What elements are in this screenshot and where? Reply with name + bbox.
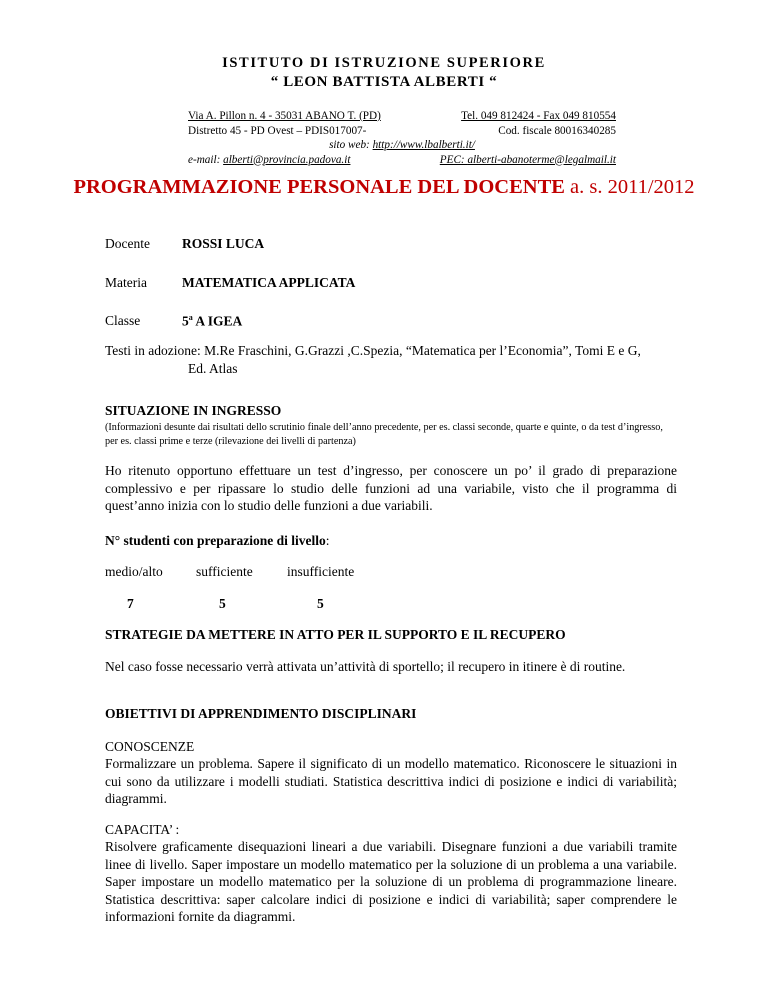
situazione-note: (Informazioni desunte dai risultati dello scrutinio finale dell’anno precedente, per es. classi seconde, quarte e quinte, o da test d’ingresso, per es. classi prime e terze (rilevazione dei livelli di partenza) bbox=[105, 422, 663, 447]
strategie-heading: STRATEGIE DA METTERE IN ATTO PER IL SUPPORTO E IL RECUPERO bbox=[105, 627, 566, 642]
website-row bbox=[188, 138, 616, 153]
institute-name: “ LEON BATTISTA ALBERTI “ bbox=[270, 74, 498, 90]
fiscal-code: Cod. fiscale 80016340285 bbox=[498, 124, 616, 137]
title-main: PROGRAMMAZIONE PERSONALE DEL DOCENTE bbox=[73, 176, 565, 198]
district: Distretto 45 - PD Ovest – PDIS017007- bbox=[188, 124, 367, 137]
livelli-heading-text: N° studenti con preparazione di livello bbox=[105, 533, 326, 548]
address: Via A. Pillon n. 4 - 35031 ABANO T. (PD) bbox=[188, 110, 381, 122]
website-link[interactable]: http://www.lbalberti.it/ bbox=[372, 139, 475, 151]
textbooks-line1: Testi in adozione: M.Re Fraschini, G.Grazzi ,C.Spezia, “Matematica per l’Economia”, Tomi E e G, bbox=[105, 343, 641, 358]
strategie-text: Nel caso fosse necessario verrà attivata un’attività di sportello; il recupero in itinere è di routine. bbox=[105, 659, 626, 674]
livelli-heading-colon: : bbox=[325, 533, 330, 548]
capacita-text: Risolvere graficamente disequazioni lineari a due variabili. Disegnare funzioni a due variabili tramite linee di livello. Saper impostare un modello matematico per la soluzione di un problema a una variabile. Saper impostare un modello matematico per la soluzione di un problema di programmazione lineare. Statistica descrittiva: saper calcolare indici di posizione e indici di variabilità; saper comprendere le informazioni fornite da diagrammi. bbox=[105, 839, 677, 924]
materia-value: MATEMATICA APPLICATA bbox=[182, 275, 356, 290]
conoscenze-text: Formalizzare un problema. Sapere il significato di un modello matematico. Riconoscere le situazioni in cui sono da utilizzare i modelli studiati. Statistica descrittiva indici di posizione e indici di variabilità; diagrammi. bbox=[105, 756, 677, 806]
situazione-heading: SITUAZIONE IN INGRESSO bbox=[105, 403, 282, 418]
institute-type: ISTITUTO DI ISTRUZIONE SUPERIORE bbox=[222, 55, 546, 71]
website-line bbox=[188, 138, 616, 153]
email-link[interactable]: alberti@provincia.padova.it bbox=[223, 153, 351, 166]
level-label-insufficiente: insufficiente bbox=[287, 564, 355, 579]
classe-value bbox=[182, 313, 242, 330]
level-count-sufficiente: 5 bbox=[219, 596, 226, 611]
phone-fax: Tel. 049 812424 - Fax 049 810554 bbox=[461, 110, 616, 122]
textbooks-line2: Ed. Atlas bbox=[188, 360, 238, 376]
address-row bbox=[188, 109, 616, 124]
docente-label: Docente bbox=[105, 236, 150, 251]
livelli-heading bbox=[105, 532, 677, 550]
classe-section: A IGEA bbox=[192, 313, 243, 329]
level-count-medio-alto: 7 bbox=[127, 596, 134, 611]
obiettivi-heading: OBIETTIVI DI APPRENDIMENTO DISCIPLINARI bbox=[105, 706, 417, 721]
level-label-medio-alto: medio/alto bbox=[105, 564, 163, 579]
classe-label: Classe bbox=[105, 313, 141, 328]
capacita-label: CAPACITA’ : bbox=[105, 822, 180, 837]
district-row bbox=[188, 124, 616, 139]
email-row bbox=[188, 153, 616, 168]
docente-value: ROSSI LUCA bbox=[182, 236, 265, 251]
textbooks bbox=[105, 342, 677, 377]
email-line bbox=[188, 153, 350, 168]
document-title bbox=[0, 176, 768, 199]
materia-label: Materia bbox=[105, 275, 147, 290]
pec-line bbox=[440, 153, 616, 168]
pec-label: PEC: bbox=[439, 153, 468, 166]
title-year: a. s. 2011/2012 bbox=[564, 176, 695, 198]
level-label-sufficiente: sufficiente bbox=[196, 564, 253, 579]
level-count-insufficiente: 5 bbox=[317, 596, 324, 611]
letterhead-contacts bbox=[188, 109, 616, 167]
conoscenze-label: CONOSCENZE bbox=[105, 739, 195, 754]
email-label: e-mail: bbox=[188, 153, 224, 166]
classe-number: 5 bbox=[182, 313, 189, 329]
pec-link[interactable]: alberti-abanoterme@legalmail.it bbox=[467, 153, 616, 166]
situazione-paragraph: Ho ritenuto opportuno effettuare un test d’ingresso, per conoscere un po’ il grado di preparazione complessivo e per ripassare lo studio delle funzioni ad una variabile, visto che il programma di quest’anno inizia con lo studio delle funzioni a due variabili. bbox=[105, 463, 677, 513]
website-label: sito web: bbox=[329, 139, 373, 151]
classe-superscript: a bbox=[188, 313, 193, 322]
